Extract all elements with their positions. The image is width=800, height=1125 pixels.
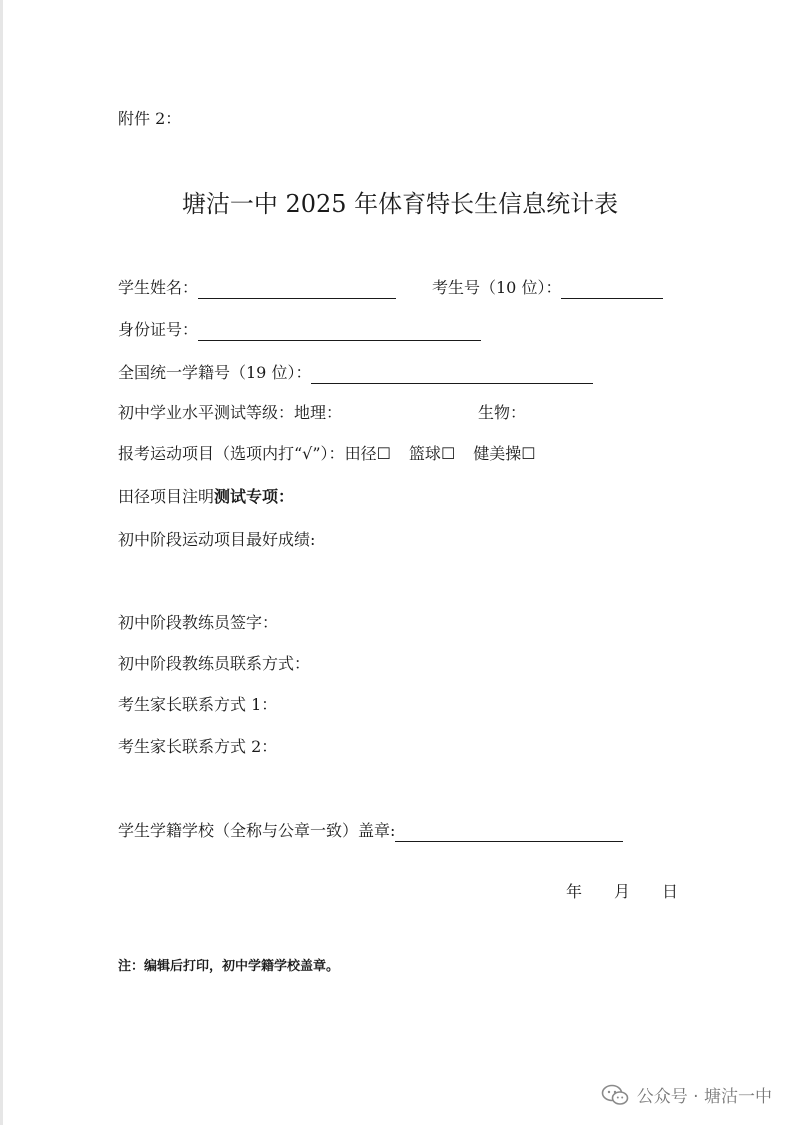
sport-choice-label: 报考运动项目（选项内打“√”）： [118,444,345,463]
track-note-row [118,486,294,508]
wechat-icon [601,1084,629,1106]
school-seal-row [118,820,623,842]
id-number-row [118,319,481,341]
student-name-field[interactable] [198,280,396,299]
school-seal-label: 学生学籍学校（全称与公章一致）盖章: [118,821,396,840]
sport-option-basketball[interactable] [409,444,455,463]
checkbox-icon: ☐ [376,444,391,463]
watermark-text: 公众号 · 塘沽一中 [636,1087,772,1107]
id-number-field[interactable] [198,322,481,341]
track-note-label: 田径项目注明 [118,487,215,506]
national-id-row [118,362,593,384]
sport-option-aerobics[interactable] [473,444,535,463]
student-name-row [118,277,396,299]
attachment-label: 附件 2： [118,109,182,128]
checkbox-icon: ☐ [440,444,456,463]
sport-option-basketball-label: 篮球 [408,444,441,463]
grade-label: 初中学业水平测试等级：地理： [118,403,343,422]
coach-contact-label: 初中阶段教练员联系方式： [118,654,311,673]
national-id-field[interactable] [311,365,593,384]
parent-contact-1-label: 考生家长联系方式 1： [118,695,278,714]
page-title: 塘沽一中 2025 年体育特长生信息统计表 [181,190,619,218]
track-note-bold: 测试专项： [214,487,295,506]
parent-contact-2-label: 考生家长联系方式 2： [118,737,278,756]
id-number-label: 身份证号： [118,320,199,339]
footer-note: 注：编辑后打印，初中学籍学校盖章。 [118,959,340,974]
date-year-label: 年 [566,882,583,901]
date-month-label: 月 [614,882,631,901]
sport-option-track[interactable] [345,444,391,463]
sport-option-aerobics-label: 健美操 [473,444,522,463]
page-edge [0,0,3,1125]
best-score-label: 初中阶段运动项目最好成绩: [118,530,316,549]
coach-signature-label: 初中阶段教练员签字： [118,613,279,632]
exam-number-row [432,277,663,299]
exam-number-field[interactable] [561,280,663,299]
watermark [601,1082,772,1107]
biology-label: 生物： [478,403,527,422]
student-name-label: 学生姓名： [118,278,199,297]
national-id-label: 全国统一学籍号（19 位）： [118,363,312,382]
sport-choice-row [118,443,536,465]
exam-number-label: 考生号（10 位）： [432,278,562,297]
date-day-label: 日 [662,882,679,901]
school-seal-field[interactable] [395,823,623,842]
checkbox-icon: ☐ [521,444,536,463]
sport-option-track-label: 田径 [344,444,377,463]
